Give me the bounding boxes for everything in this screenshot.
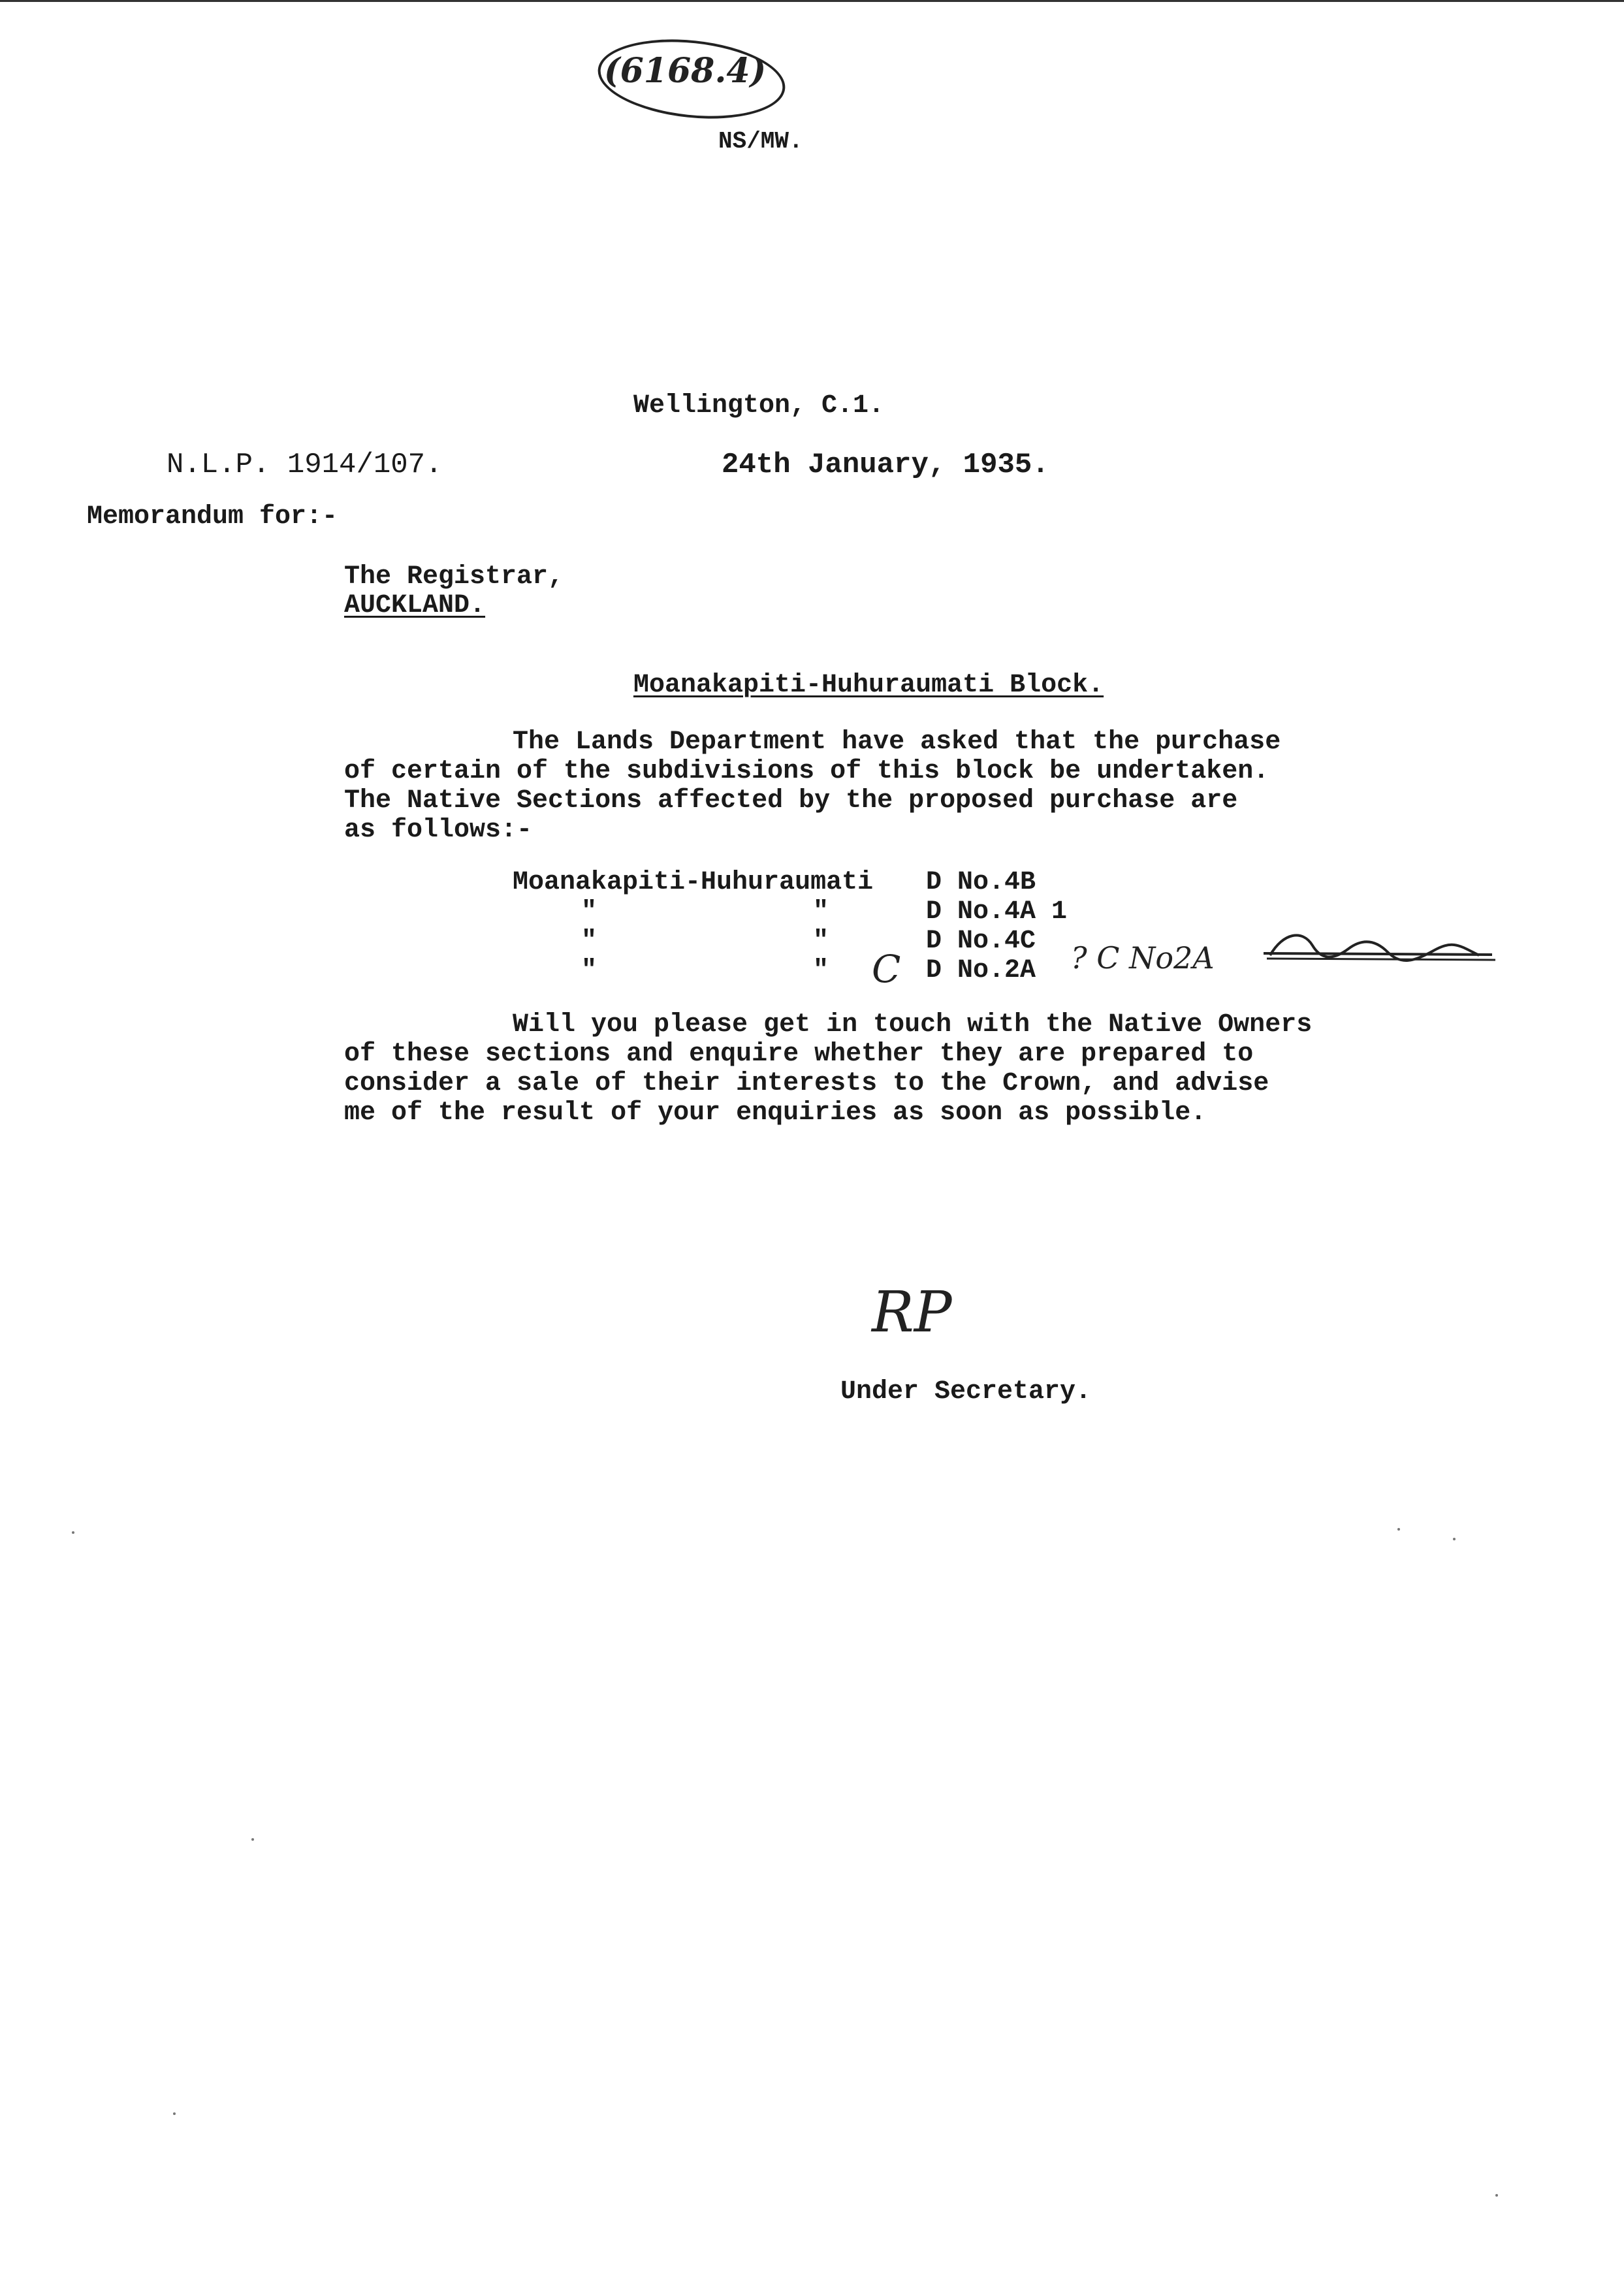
scan-speck <box>251 1838 254 1841</box>
scan-speck <box>173 2112 176 2115</box>
signature-initials: RP <box>872 1280 952 1345</box>
scan-speck <box>72 1531 74 1534</box>
request-line-4: me of the result of your enquiries as soon as possible. <box>344 1098 1207 1128</box>
place-line: Wellington, C.1. <box>633 391 885 421</box>
struck-scribble <box>1264 926 1499 972</box>
ditto-mark: " <box>813 956 829 985</box>
ditto-mark: " <box>813 927 829 956</box>
letter-date: 24th January, 1935. <box>722 449 1049 481</box>
request-line-3: consider a sale of their interests to the Crown, and advise <box>344 1069 1269 1098</box>
scan-speck <box>1495 2194 1498 2197</box>
subject-heading: Moanakapiti-Huhuraumati Block. <box>633 671 1104 700</box>
margin-note-handwritten: ? C No2A <box>1071 940 1215 976</box>
section-row-4: D No.2A <box>926 956 1036 985</box>
request-line-2: of these sections and enquire whether they are prepared to <box>344 1040 1254 1069</box>
reference-initials: NS/MW. <box>718 128 803 155</box>
intro-line-1: The Lands Department have asked that the purchase <box>513 727 1281 757</box>
page-top-border <box>0 0 1624 2</box>
ditto-mark: " <box>581 956 597 985</box>
intro-line-3: The Native Sections affected by the proposed purchase are <box>344 786 1238 816</box>
scan-speck <box>1397 1528 1400 1531</box>
section-block-name: Moanakapiti-Huhuraumati <box>513 868 874 897</box>
file-number-handwritten: (6168.4) <box>604 51 767 91</box>
signatory-title: Under Secretary. <box>840 1377 1092 1407</box>
section-row-3: D No.4C <box>926 927 1036 956</box>
nlp-reference: N.L.P. 1914/107. <box>167 449 443 481</box>
section-row-1: D No.4B <box>926 868 1036 897</box>
request-line-1: Will you please get in touch with the Native Owners <box>513 1010 1313 1040</box>
section-row-4-correction: C <box>872 947 901 991</box>
intro-line-2: of certain of the subdivisions of this block be undertaken. <box>344 757 1269 786</box>
scan-speck <box>1453 1538 1456 1540</box>
intro-line-4: as follows:- <box>344 816 533 845</box>
recipient-city: AUCKLAND. <box>344 591 486 620</box>
ditto-mark: " <box>581 897 597 927</box>
ditto-mark: " <box>581 927 597 956</box>
memorandum-for: Memorandum for:- <box>87 502 338 532</box>
recipient-title: The Registrar, <box>344 562 564 592</box>
scribble-icon <box>1264 926 1499 972</box>
ditto-mark: " <box>813 897 829 927</box>
section-row-2: D No.4A 1 <box>926 897 1068 927</box>
